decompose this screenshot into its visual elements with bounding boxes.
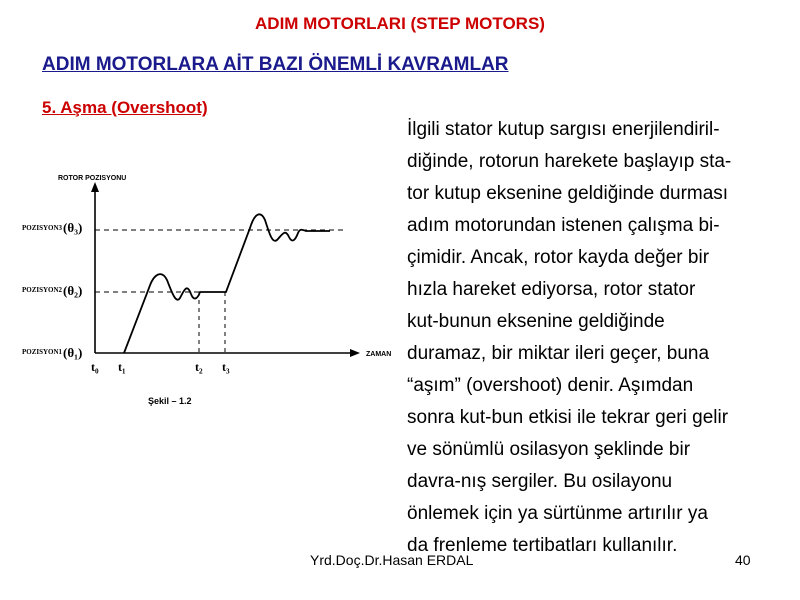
footer-author: Yrd.Doç.Dr.Hasan ERDAL bbox=[310, 552, 474, 568]
time-tick-t3: t₃ bbox=[222, 360, 230, 374]
level-symbol-1: (θ₁) bbox=[63, 345, 83, 360]
figure-caption: Şekil – 1.2 bbox=[148, 396, 192, 406]
text-line: “aşım” (overshoot) denir. Aşımdan bbox=[407, 375, 694, 396]
time-tick-t1: t₁ bbox=[118, 360, 126, 374]
text-line: önlemek için ya sürtünme artırılır ya bbox=[407, 503, 708, 524]
text-line: kut-bunun eksenine geldiğinde bbox=[407, 311, 665, 332]
text-line: çimidir. Ancak, rotor kayda değer bir bbox=[407, 247, 710, 268]
level-symbol-3: (θ₃) bbox=[63, 220, 83, 235]
overshoot-figure bbox=[14, 158, 404, 418]
text-line: ve sönümlü osilasyon şeklinde bir bbox=[407, 439, 691, 460]
y-axis-label: ROTOR POZISYONU bbox=[58, 175, 127, 182]
y-axis-arrow bbox=[91, 182, 99, 192]
overshoot-explanation bbox=[407, 114, 787, 562]
x-axis-arrow bbox=[350, 349, 360, 357]
text-line: davra-nış sergiler. Bu osilayonu bbox=[407, 471, 673, 492]
level-label-3: POZISYON3 bbox=[22, 224, 63, 232]
time-tick-t2: t₂ bbox=[195, 360, 203, 374]
text-line: da frenleme tertibatları kullanılır. bbox=[407, 535, 678, 556]
text-line: İlgili stator kutup sargısı enerjilendiril- bbox=[407, 119, 720, 140]
x-axis-label: ZAMAN bbox=[366, 351, 392, 358]
level-label-2: POZISYON2 bbox=[22, 286, 63, 294]
level-symbol-2: (θ₂) bbox=[63, 283, 83, 298]
text-line: duramaz, bir miktar ileri geçer, buna bbox=[407, 343, 710, 364]
text-line: sonra kut-bun etkisi ile tekrar geri gelir bbox=[407, 407, 729, 428]
slide-subtitle: ADIM MOTORLARA AİT BAZI ÖNEMLİ KAVRAMLAR bbox=[42, 54, 509, 75]
time-tick-t0: t₀ bbox=[91, 360, 99, 374]
slide-title: ADIM MOTORLARI (STEP MOTORS) bbox=[255, 14, 545, 33]
rotor-response-curve bbox=[124, 214, 330, 353]
rotor-position-graph bbox=[14, 158, 404, 418]
text-line: diğinde, rotorun harekete başlayıp sta- bbox=[407, 151, 732, 172]
section-heading: 5. Aşma (Overshoot) bbox=[42, 98, 208, 117]
text-line: hızla hareket ediyorsa, rotor stator bbox=[407, 279, 696, 300]
page-number: 40 bbox=[735, 552, 751, 568]
level-label-1: POZISYON1 bbox=[22, 348, 63, 356]
text-line: tor kutup eksenine geldiğinde durması bbox=[407, 183, 729, 204]
text-line: adım motorundan istenen çalışma bi- bbox=[407, 215, 720, 236]
